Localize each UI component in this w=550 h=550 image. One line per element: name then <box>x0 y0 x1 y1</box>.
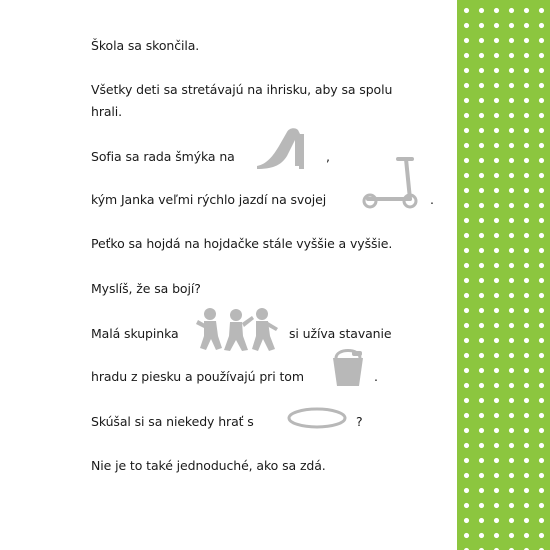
text-comma-1: , <box>326 149 330 164</box>
text-line-10: Skúšal si sa niekedy hrať s <box>91 414 254 429</box>
text-question-mark: ? <box>356 414 363 429</box>
text-line-8b: si užíva stavanie <box>289 326 392 341</box>
text-line-8: Malá skupinka <box>91 326 179 341</box>
text-line-1: Škola sa skončila. <box>91 38 200 53</box>
text-line-3: hrali. <box>91 104 123 119</box>
text-period-1: . <box>430 192 434 207</box>
text-line-11: Nie je to také jednoduché, ako sa zdá. <box>91 458 326 473</box>
scooter-icon <box>360 155 420 211</box>
text-line-2: Všetky deti sa stretávajú na ihrisku, aby sa spolu <box>91 82 393 97</box>
text-line-5: kým Janka veľmi rýchlo jazdí na svojej <box>91 192 327 207</box>
text-line-6: Peťko sa hojdá na hojdačke stále vyššie a vyššie. <box>91 236 393 251</box>
slide-icon <box>255 126 321 170</box>
text-line-9: hradu z piesku a používajú pri tom <box>91 369 304 384</box>
text-line-7: Myslíš, že sa bojí? <box>91 281 201 296</box>
children-icon <box>196 306 280 356</box>
polka-dot-border <box>457 0 550 550</box>
hoop-icon <box>286 405 348 431</box>
text-period-2: . <box>374 369 378 384</box>
text-line-4: Sofia sa rada šmýka na <box>91 149 235 164</box>
bucket-icon <box>330 346 368 388</box>
